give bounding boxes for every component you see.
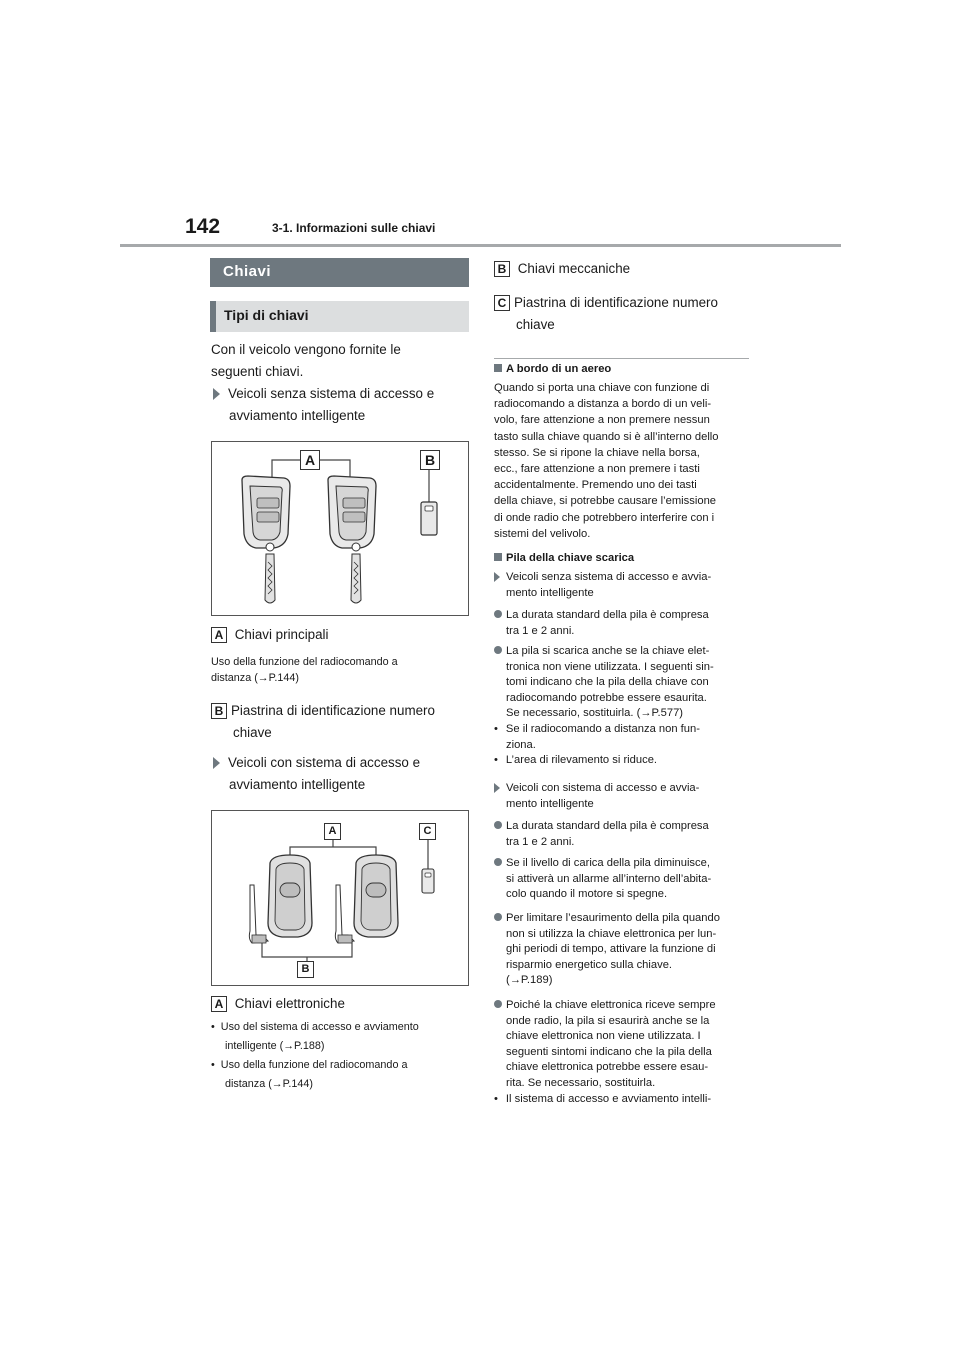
- no-smart-heading: Veicoli senza sistema di accesso e avvia- mento intelligente: [494, 570, 711, 601]
- key-number-plate: [421, 468, 437, 535]
- smart-bullet-1: La durata standard della pila è compresa tra 1 e 2 anni.: [494, 819, 709, 850]
- triangle-bullet-icon: [213, 757, 220, 769]
- page-number: 142: [185, 215, 221, 238]
- square-bullet-icon: [494, 364, 502, 372]
- dot-bullet-icon: [494, 821, 502, 829]
- main-title: Chiavi: [223, 263, 272, 280]
- airplane-text: Quando si porta una chiave con funzione di radiocomando a distanza a bordo di un veli- volo, fare attenzione a non premere nessun tasto sulla chiave quando si è all’interno dello stesso. Se si ripone la chiave nella borsa, ecc., fare attenzione a non premere i tasti accidentalmente. Premendo uno dei tasti della chiave, si potrebbe causare l’emissione di onde radio che potrebbero interferire con i sistemi del velivolo.: [494, 382, 719, 540]
- figure1-label-b: B: [420, 450, 440, 470]
- triangle-bullet-icon: [213, 388, 220, 400]
- item-b2: B Chiavi meccaniche: [494, 258, 630, 280]
- item-b1: B Piastrina di identificazione numero chiave: [211, 700, 435, 744]
- dot-bullet-icon: [494, 1000, 502, 1008]
- item-c2-letter: C: [494, 295, 510, 311]
- smart-bullet-4: Poiché la chiave elettronica riceve sempre onde radio, la pila si esaurirà anche se la chiave elettronica non viene utilizzata. I seguenti sintomi indicano che la pila della chiave elettronica potrebbe essere esau- rita. Se necessario, sostituirla. • Il sistema di accesso e avviamento intelli-: [494, 999, 716, 1105]
- triangle-bullet-icon: [494, 783, 500, 793]
- dot-bullet-icon: [494, 858, 502, 866]
- item-c2: C Piastrina di identificazione numero chiave: [494, 292, 718, 336]
- sub-title-accent: [210, 301, 216, 332]
- figure2-label-c: C: [419, 823, 436, 840]
- figure-keys-standard: [211, 441, 469, 616]
- smart-bullet-3: Per limitare l’esaurimento della pila quando non si utilizza la chiave elettronica per lun- ghi periodi di tempo, attivare la funzione di risparmio energetico sulla chiave. (→P.189): [494, 911, 720, 989]
- airplane-heading: A bordo di un aereo: [494, 361, 611, 379]
- dot-bullet-icon: [494, 610, 502, 618]
- key-fob-left: [242, 476, 290, 603]
- section-title: 3-1. Informazioni sulle chiavi: [272, 221, 436, 235]
- square-bullet-icon: [494, 553, 502, 561]
- smart-heading: Veicoli con sistema di accesso e avvia- mento intelligente: [494, 781, 699, 812]
- item-a2: A Chiavi elettroniche: [211, 993, 345, 1015]
- smart-key-right: [335, 855, 398, 943]
- group2-heading: Veicoli con sistema di accesso e avviamento intelligente: [213, 752, 420, 796]
- sub-title-bar: [210, 301, 469, 332]
- no-smart-bullet-1: La durata standard della pila è compresa tra 1 e 2 anni.: [494, 608, 709, 639]
- smart-key-number-plate: [422, 839, 434, 893]
- main-title-bar: [210, 258, 469, 287]
- key-fob-right: [328, 476, 376, 603]
- smart-bullet-2: Se il livello di carica della pila diminuisce, si attiverà un allarme all’interno dell’abita- colo quando il motore si spegne.: [494, 856, 711, 903]
- item-a2-letter: A: [211, 996, 227, 1012]
- dot-bullet-icon: [494, 646, 502, 654]
- item-a1: A Chiavi principali: [211, 624, 329, 646]
- item-b1-letter: B: [211, 703, 227, 719]
- item-a2-bullets: • Uso del sistema di accesso e avviamento intelligente (→P.188) • Uso della funzione del radiocomando a distanza (→P.144): [211, 1021, 419, 1090]
- group1-heading: Veicoli senza sistema di accesso e avviamento intelligente: [213, 383, 434, 427]
- figure1-label-a: A: [300, 450, 320, 470]
- smart-key-left: [249, 855, 312, 943]
- sub-title: Tipi di chiavi: [224, 307, 309, 323]
- dot-bullet-icon: [494, 913, 502, 921]
- figure2-label-b: B: [297, 961, 314, 978]
- header-rule: [120, 244, 841, 247]
- item-a1-letter: A: [211, 627, 227, 643]
- figure2-label-a: A: [324, 823, 341, 840]
- triangle-bullet-icon: [494, 572, 500, 582]
- no-smart-bullet-2: La pila si scarica anche se la chiave elet- tronica non viene utilizzata. I seguenti sin- tomi indicano che la pila della chiave con radiocomando potrebbe essere esaurita. Se necessario, sostituirla. (→P.577) • Se il radiocomando a distanza non fun- ziona. • L’area di rilevamento si riduce.: [494, 645, 714, 767]
- battery-heading: Pila della chiave scarica: [494, 550, 634, 568]
- item-a1-desc: Uso della funzione del radiocomando a distanza (→P.144): [211, 656, 398, 684]
- section-divider: [494, 358, 749, 359]
- figure-keys-smart: [211, 810, 469, 986]
- intro-text: Con il veicolo vengono fornite le seguenti chiavi.: [211, 342, 401, 379]
- item-b2-letter: B: [494, 261, 510, 277]
